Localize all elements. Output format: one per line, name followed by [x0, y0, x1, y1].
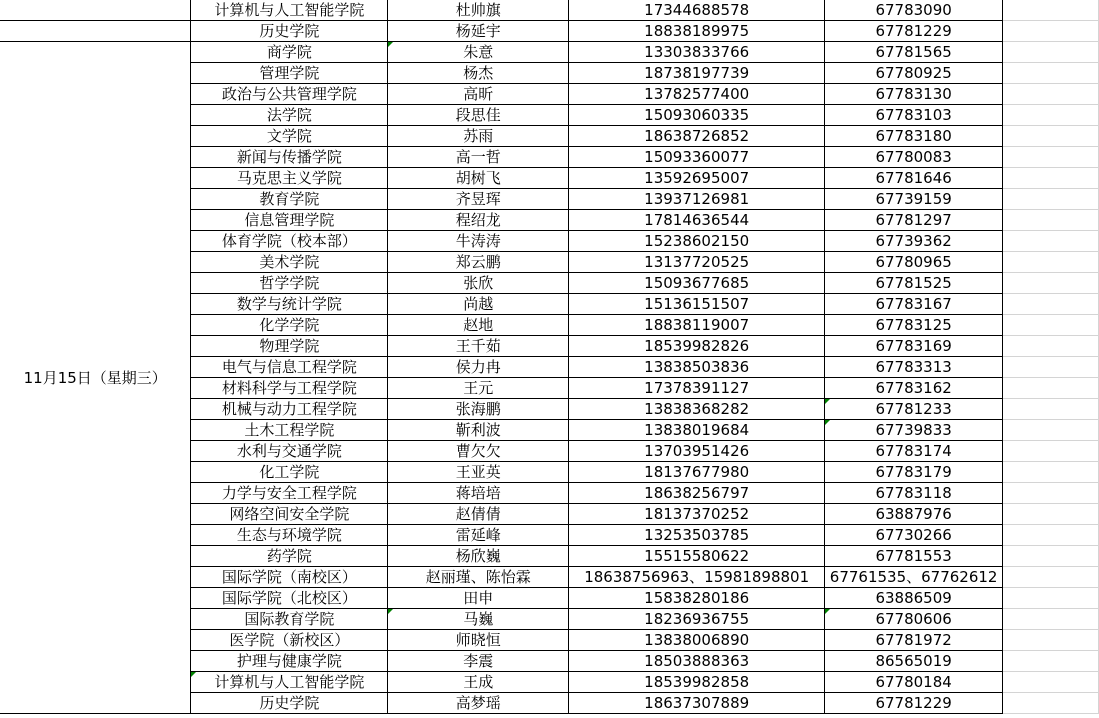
empty-cell: [1003, 483, 1099, 504]
cell-comment-marker: [825, 399, 830, 404]
office-cell: 67783118: [825, 483, 1003, 504]
cell-comment-marker: [388, 609, 393, 614]
office-cell: 67783130: [825, 84, 1003, 105]
mobile-cell: 17378391127: [569, 378, 825, 399]
name-cell: 尚越: [388, 294, 569, 315]
office-cell: 67739159: [825, 189, 1003, 210]
office-cell: 67730266: [825, 525, 1003, 546]
empty-cell: [1003, 63, 1099, 84]
empty-cell: [1003, 126, 1099, 147]
mobile-cell: 15093360077: [569, 147, 825, 168]
office-cell: 67739833: [825, 420, 1003, 441]
empty-cell: [1003, 336, 1099, 357]
mobile-cell: 13592695007: [569, 168, 825, 189]
empty-cell: [1003, 651, 1099, 672]
empty-cell: [1003, 168, 1099, 189]
office-cell: 67780184: [825, 672, 1003, 693]
mobile-cell: 13782577400: [569, 84, 825, 105]
mobile-cell: 13838006890: [569, 630, 825, 651]
empty-cell: [1003, 525, 1099, 546]
office-cell: 67781297: [825, 210, 1003, 231]
mobile-cell: 18738197739: [569, 63, 825, 84]
office-cell: 67783180: [825, 126, 1003, 147]
office-cell: 67739362: [825, 231, 1003, 252]
mobile-cell: 15838280186: [569, 588, 825, 609]
office-cell: 63887976: [825, 504, 1003, 525]
office-cell: 67783313: [825, 357, 1003, 378]
empty-cell: [1003, 462, 1099, 483]
college-cell: 网络空间安全学院: [191, 504, 388, 525]
office-cell: 67783167: [825, 294, 1003, 315]
office-cell: 67783169: [825, 336, 1003, 357]
college-cell: 土木工程学院: [191, 420, 388, 441]
college-cell: 药学院: [191, 546, 388, 567]
empty-cell: [1003, 252, 1099, 273]
office-cell: 67783090: [825, 0, 1003, 21]
college-cell: 护理与健康学院: [191, 651, 388, 672]
name-cell: 齐昱珲: [388, 189, 569, 210]
name-cell: 朱意: [388, 42, 569, 63]
office-cell: 67780606: [825, 609, 1003, 630]
empty-cell: [1003, 588, 1099, 609]
empty-cell: [1003, 357, 1099, 378]
empty-cell: [1003, 609, 1099, 630]
college-cell: 数学与统计学院: [191, 294, 388, 315]
name-cell: 马巍: [388, 609, 569, 630]
empty-cell: [1003, 441, 1099, 462]
name-cell: 赵地: [388, 315, 569, 336]
mobile-cell: 15093060335: [569, 105, 825, 126]
office-cell: 67780925: [825, 63, 1003, 84]
empty-cell: [1003, 378, 1099, 399]
college-cell: 管理学院: [191, 63, 388, 84]
college-cell: 历史学院: [191, 693, 388, 714]
name-cell: 师晓恒: [388, 630, 569, 651]
college-cell: 生态与环境学院: [191, 525, 388, 546]
college-cell: 国际学院（北校区）: [191, 588, 388, 609]
mobile-cell: 18503888363: [569, 651, 825, 672]
office-cell: 86565019: [825, 651, 1003, 672]
college-cell: 医学院（新校区）: [191, 630, 388, 651]
college-cell: 哲学学院: [191, 273, 388, 294]
name-cell: 王成: [388, 672, 569, 693]
empty-cell: [1003, 147, 1099, 168]
empty-cell: [1003, 630, 1099, 651]
college-cell: 马克思主义学院: [191, 168, 388, 189]
table-row: [0, 21, 1099, 42]
mobile-cell: 17814636544: [569, 210, 825, 231]
mobile-cell: 15515580622: [569, 546, 825, 567]
name-cell: 苏雨: [388, 126, 569, 147]
empty-cell: [1003, 399, 1099, 420]
empty-cell: [1003, 546, 1099, 567]
college-cell: 商学院: [191, 42, 388, 63]
cell-comment-marker: [191, 672, 196, 677]
college-cell: 政治与公共管理学院: [191, 84, 388, 105]
name-cell: 赵倩倩: [388, 504, 569, 525]
name-cell: 牛涛涛: [388, 231, 569, 252]
office-cell: 67781565: [825, 42, 1003, 63]
empty-cell: [1003, 672, 1099, 693]
name-cell: 张欣: [388, 273, 569, 294]
empty-cell: [1003, 21, 1099, 42]
mobile-cell: 13137720525: [569, 252, 825, 273]
name-cell: 杜帅旗: [388, 0, 569, 21]
name-cell: 侯力冉: [388, 357, 569, 378]
office-cell: 67781972: [825, 630, 1003, 651]
name-cell: 郑云鹏: [388, 252, 569, 273]
office-cell: 67781229: [825, 693, 1003, 714]
mobile-cell: 13303833766: [569, 42, 825, 63]
college-cell: 机械与动力工程学院: [191, 399, 388, 420]
date-cell-top: [0, 21, 191, 42]
college-cell: 国际教育学院: [191, 609, 388, 630]
empty-cell: [1003, 0, 1099, 21]
college-cell: 信息管理学院: [191, 210, 388, 231]
name-cell: 雷延峰: [388, 525, 569, 546]
mobile-cell: 18838189975: [569, 21, 825, 42]
college-cell: 计算机与人工智能学院: [191, 0, 388, 21]
name-cell: 赵丽瑾、陈怡霖: [388, 567, 569, 588]
empty-cell: [1003, 567, 1099, 588]
name-cell: 蒋培培: [388, 483, 569, 504]
office-cell: 67783103: [825, 105, 1003, 126]
empty-cell: [1003, 693, 1099, 714]
empty-cell: [1003, 210, 1099, 231]
college-cell: 体育学院（校本部）: [191, 231, 388, 252]
name-cell: 曹欠欠: [388, 441, 569, 462]
name-cell: 田申: [388, 588, 569, 609]
office-cell: 67781525: [825, 273, 1003, 294]
date-cell: 11月15日（星期三）: [0, 42, 191, 714]
mobile-cell: 13703951426: [569, 441, 825, 462]
college-cell: 文学院: [191, 126, 388, 147]
cell-comment-marker: [825, 420, 830, 425]
mobile-cell: 18539982826: [569, 336, 825, 357]
mobile-cell: 17344688578: [569, 0, 825, 21]
office-cell: 67780965: [825, 252, 1003, 273]
empty-cell: [1003, 504, 1099, 525]
college-cell: 水利与交通学院: [191, 441, 388, 462]
mobile-cell: 18637307889: [569, 693, 825, 714]
name-cell: 高梦瑶: [388, 693, 569, 714]
date-cell-top: [0, 0, 191, 21]
mobile-cell: 15093677685: [569, 273, 825, 294]
name-cell: 李震: [388, 651, 569, 672]
mobile-cell: 15238602150: [569, 231, 825, 252]
cell-comment-marker: [825, 609, 830, 614]
office-cell: 67783179: [825, 462, 1003, 483]
cell-comment-marker: [388, 42, 393, 47]
college-cell: 教育学院: [191, 189, 388, 210]
empty-cell: [1003, 42, 1099, 63]
mobile-cell: 18539982858: [569, 672, 825, 693]
mobile-cell: 18638726852: [569, 126, 825, 147]
office-cell: 67781646: [825, 168, 1003, 189]
mobile-cell: 13838368282: [569, 399, 825, 420]
name-cell: 杨杰: [388, 63, 569, 84]
college-cell: 历史学院: [191, 21, 388, 42]
name-cell: 王元: [388, 378, 569, 399]
mobile-cell: 18638256797: [569, 483, 825, 504]
empty-cell: [1003, 105, 1099, 126]
mobile-cell: 18137677980: [569, 462, 825, 483]
college-cell: 物理学院: [191, 336, 388, 357]
office-cell: 67781229: [825, 21, 1003, 42]
college-cell: 材料科学与工程学院: [191, 378, 388, 399]
mobile-cell: 13937126981: [569, 189, 825, 210]
empty-cell: [1003, 231, 1099, 252]
mobile-cell: 18838119007: [569, 315, 825, 336]
college-cell: 力学与安全工程学院: [191, 483, 388, 504]
name-cell: 杨欣巍: [388, 546, 569, 567]
college-cell: 计算机与人工智能学院: [191, 672, 388, 693]
name-cell: 张海鹏: [388, 399, 569, 420]
name-cell: 王千茹: [388, 336, 569, 357]
office-cell: 67783125: [825, 315, 1003, 336]
college-cell: 国际学院（南校区）: [191, 567, 388, 588]
empty-cell: [1003, 420, 1099, 441]
empty-cell: [1003, 84, 1099, 105]
mobile-cell: 18236936755: [569, 609, 825, 630]
name-cell: 王亚英: [388, 462, 569, 483]
office-cell: 67761535、67762612: [825, 567, 1003, 588]
mobile-cell: 15136151507: [569, 294, 825, 315]
mobile-cell: 13838019684: [569, 420, 825, 441]
office-cell: 67783162: [825, 378, 1003, 399]
empty-cell: [1003, 189, 1099, 210]
mobile-cell: 13253503785: [569, 525, 825, 546]
college-cell: 美术学院: [191, 252, 388, 273]
college-cell: 新闻与传播学院: [191, 147, 388, 168]
name-cell: 杨延宇: [388, 21, 569, 42]
mobile-cell: 18638756963、15981898801: [569, 567, 825, 588]
mobile-cell: 18137370252: [569, 504, 825, 525]
office-cell: 67783174: [825, 441, 1003, 462]
mobile-cell: 13838503836: [569, 357, 825, 378]
name-cell: 靳利波: [388, 420, 569, 441]
empty-cell: [1003, 273, 1099, 294]
college-cell: 电气与信息工程学院: [191, 357, 388, 378]
table-row: [0, 42, 1099, 63]
name-cell: 胡树飞: [388, 168, 569, 189]
college-cell: 化学学院: [191, 315, 388, 336]
name-cell: 段思佳: [388, 105, 569, 126]
table-row: [0, 0, 1099, 21]
name-cell: 高一哲: [388, 147, 569, 168]
college-cell: 化工学院: [191, 462, 388, 483]
empty-cell: [1003, 294, 1099, 315]
empty-cell: [1003, 315, 1099, 336]
office-cell: 67781233: [825, 399, 1003, 420]
office-cell: 63886509: [825, 588, 1003, 609]
name-cell: 高昕: [388, 84, 569, 105]
college-cell: 法学院: [191, 105, 388, 126]
office-cell: 67780083: [825, 147, 1003, 168]
name-cell: 程绍龙: [388, 210, 569, 231]
office-cell: 67781553: [825, 546, 1003, 567]
